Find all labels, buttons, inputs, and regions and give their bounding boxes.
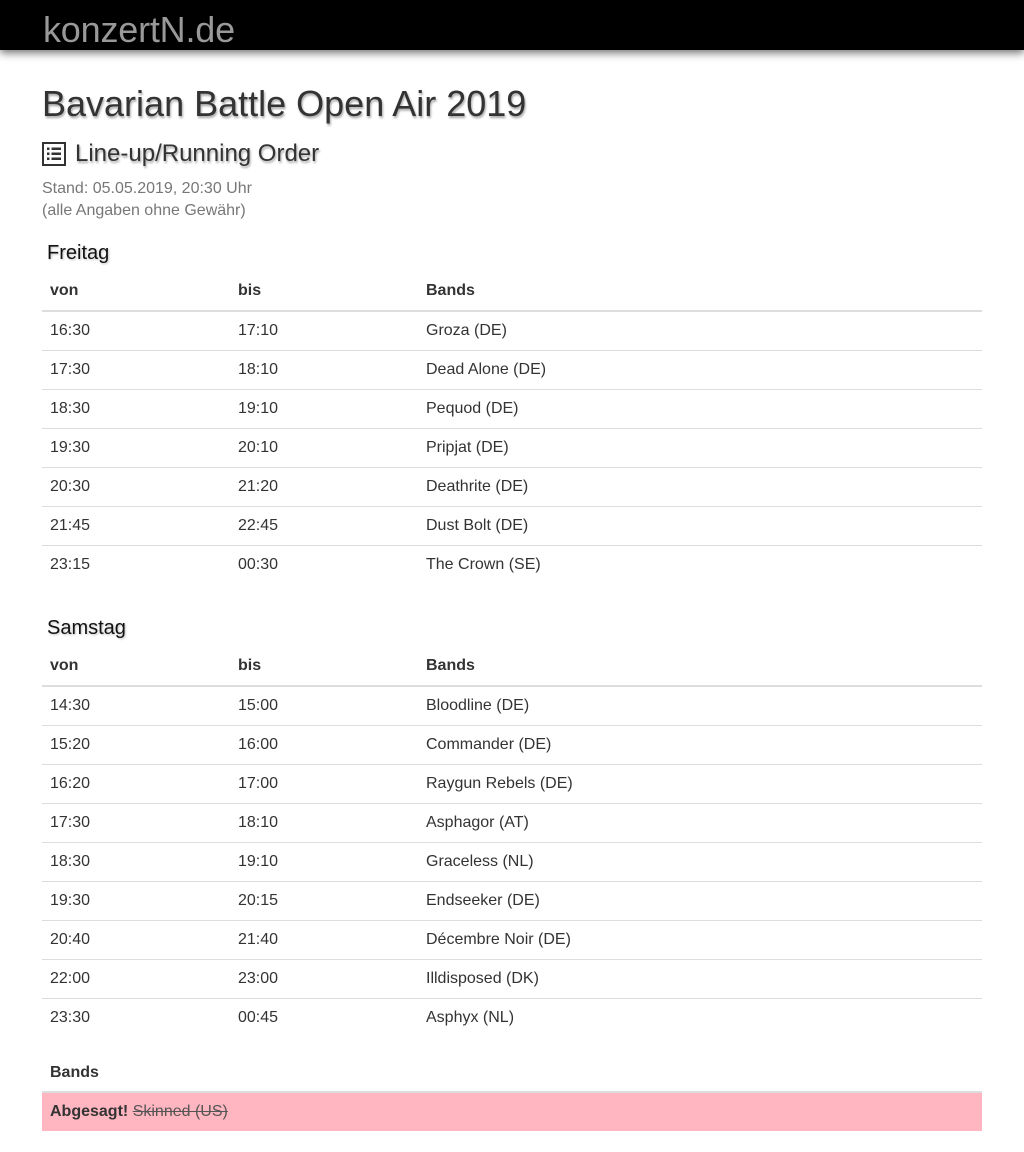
cell-band: Dust Bolt (DE) [418, 507, 982, 546]
table-header-row [42, 647, 982, 686]
table-row [42, 999, 982, 1038]
list-icon [42, 142, 66, 166]
table-row [42, 429, 982, 468]
cell-bis: 20:15 [230, 882, 418, 921]
cell-von: 22:00 [42, 960, 230, 999]
table-row [42, 507, 982, 546]
cell-von: 19:30 [42, 429, 230, 468]
cell-von: 16:20 [42, 765, 230, 804]
cell-bis: 23:00 [230, 960, 418, 999]
cancelled-bands-table [42, 1055, 982, 1131]
table-row [42, 311, 982, 351]
day-heading-freitag: Freitag [47, 242, 110, 264]
section-heading [42, 139, 982, 169]
cell-band: Graceless (NL) [418, 843, 982, 882]
table-row [42, 843, 982, 882]
cell-bis: 19:10 [230, 843, 418, 882]
table-row [42, 351, 982, 390]
cell-bis: 17:00 [230, 765, 418, 804]
cell-bis: 17:10 [230, 311, 418, 351]
cell-von: 21:45 [42, 507, 230, 546]
cell-band: Pequod (DE) [418, 390, 982, 429]
cell-bis: 18:10 [230, 351, 418, 390]
table-row [42, 726, 982, 765]
cell-band: Dead Alone (DE) [418, 351, 982, 390]
cell-bis: 00:45 [238, 1009, 279, 1026]
meta-info [42, 178, 982, 222]
cell-band: Pripjat (DE) [418, 429, 982, 468]
cell-von: 14:30 [42, 686, 230, 726]
cell-bis: 00:30 [238, 556, 279, 573]
column-header-bands: Bands [42, 1055, 982, 1092]
column-header-bands: Bands [418, 647, 982, 686]
cell-band: Deathrite (DE) [418, 468, 982, 507]
cancelled-band: Skinned (US) [132, 1103, 228, 1120]
table-row [42, 390, 982, 429]
table-row [42, 686, 982, 726]
cell-bis: 19:10 [230, 390, 418, 429]
cell-band: Asphagor (AT) [418, 804, 982, 843]
cell-bis: 21:40 [230, 921, 418, 960]
cell-von: 20:40 [42, 921, 230, 960]
column-header-bands: Bands [418, 272, 982, 311]
cell-von: 23:30 [50, 1009, 91, 1026]
cancelled-row [42, 1092, 982, 1131]
stand-text: Stand: 05.05.2019, 20:30 Uhr [42, 180, 252, 197]
column-header-bis: bis [230, 272, 418, 311]
cell-band: Décembre Noir (DE) [418, 921, 982, 960]
schedule-table-samstag [42, 647, 982, 1037]
table-row [42, 765, 982, 804]
cell-bis: 16:00 [230, 726, 418, 765]
column-header-von: von [42, 272, 230, 311]
cancelled-cell [42, 1092, 982, 1131]
cell-von: 23:15 [50, 556, 91, 573]
cell-von: 19:30 [42, 882, 230, 921]
cell-band: Commander (DE) [418, 726, 982, 765]
cell-band: Groza (DE) [418, 311, 982, 351]
cell-band: The Crown (SE) [426, 556, 541, 573]
cell-bis: 22:45 [230, 507, 418, 546]
cell-von: 15:20 [42, 726, 230, 765]
column-header-von: von [42, 647, 230, 686]
cell-band: Endseeker (DE) [418, 882, 982, 921]
brand-link[interactable]: konzertN.de [43, 9, 235, 50]
cell-band: Bloodline (DE) [418, 686, 982, 726]
cell-bis: 21:20 [230, 468, 418, 507]
cell-von: 17:30 [42, 804, 230, 843]
table-header-row [42, 272, 982, 311]
top-navbar [0, 0, 1024, 50]
cell-von: 18:30 [42, 390, 230, 429]
table-row [42, 546, 982, 585]
main-content [42, 82, 982, 1131]
cell-bis: 18:10 [230, 804, 418, 843]
cell-bis: 20:10 [230, 429, 418, 468]
cell-von: 20:30 [42, 468, 230, 507]
table-row [42, 468, 982, 507]
cell-von: 16:30 [42, 311, 230, 351]
cell-von: 17:30 [42, 351, 230, 390]
schedule-table-freitag [42, 272, 982, 584]
table-row [42, 882, 982, 921]
column-header-bis: bis [230, 647, 418, 686]
table-row [42, 804, 982, 843]
cell-bis: 15:00 [230, 686, 418, 726]
table-header-row [42, 1055, 982, 1092]
cell-band: Raygun Rebels (DE) [418, 765, 982, 804]
cell-von: 18:30 [42, 843, 230, 882]
table-row [42, 960, 982, 999]
day-heading-samstag: Samstag [47, 617, 126, 639]
cell-band: Illdisposed (DK) [418, 960, 982, 999]
cell-band: Asphyx (NL) [426, 1009, 515, 1026]
cancelled-label: Abgesagt! [50, 1103, 129, 1120]
page-title: Bavarian Battle Open Air 2019 [42, 83, 527, 124]
section-heading-label: Line-up/Running Order [75, 140, 320, 167]
disclaimer-text: (alle Angaben ohne Gewähr) [42, 202, 246, 219]
table-row [42, 921, 982, 960]
